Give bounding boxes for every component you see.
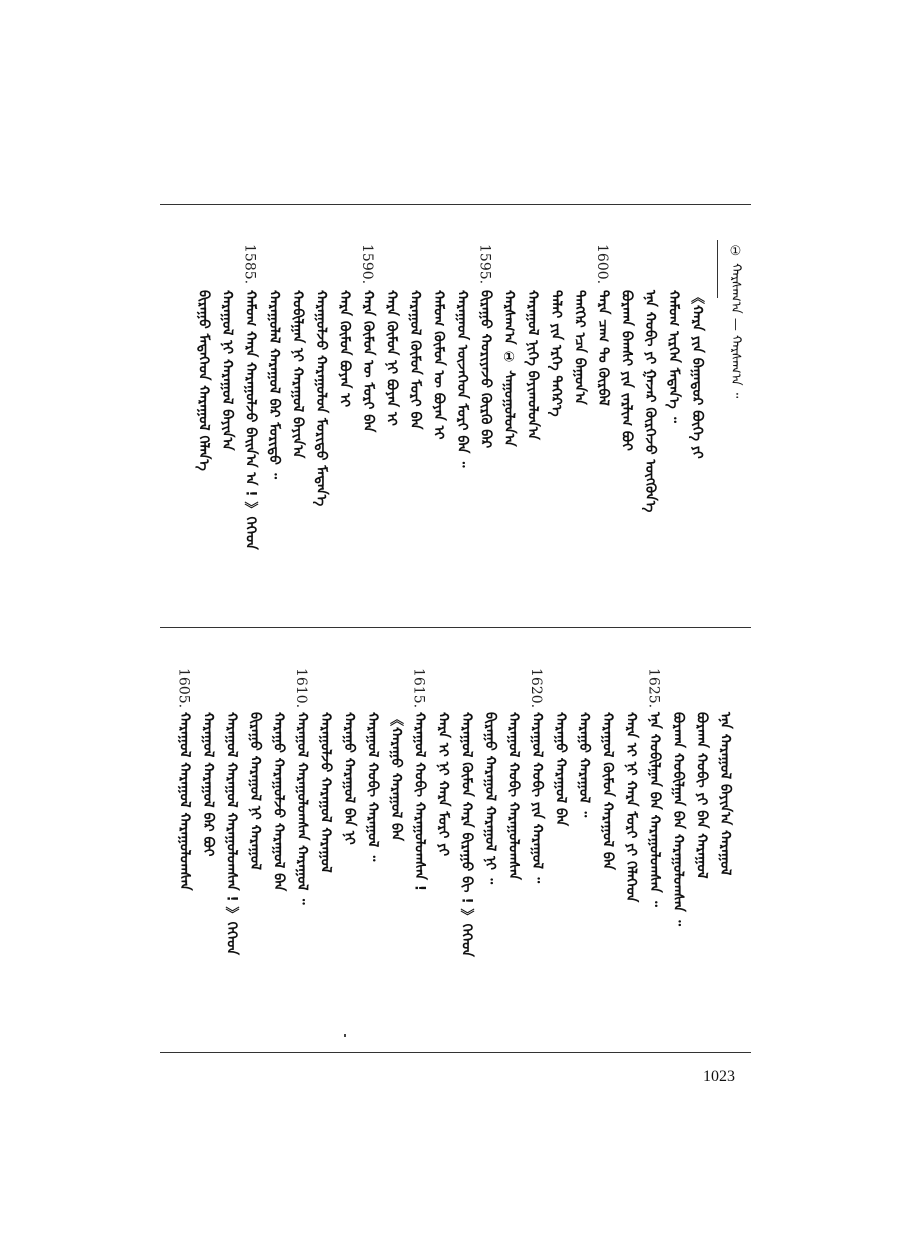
lower-verse-line: ᠬᠠᠷᠠᠭᠤ ᠬᠠᠷᠠᠭᠤᠯ ᠃	[576, 712, 592, 818]
upper-line-number: 1590.	[359, 244, 375, 285]
footnote	[724, 244, 747, 398]
footnote-separator	[717, 240, 718, 298]
lower-verse-line: 《ᠬᠠᠷᠠᠭᠤ ᠬᠠᠷᠠᠭᠤᠯ ᠪᠠᠨ	[388, 712, 404, 842]
upper-verse-line: ᠳᠠᠯᠠᠢ ᠶᠢᠨ ᠡᠷᠭᠡ ᠳᠡᠭᠡᠷ᠎ᠡ	[548, 290, 564, 417]
lower-verse-line: ᠪᠢᠷᠠᠭᠤ ᠬᠠᠷᠠᠭᠤᠯ ᠬᠠᠷᠠᠭᠤᠯ ᠨᠢ ᠃	[482, 712, 498, 885]
upper-verse-line: ᠪᠤᠷᠬᠠᠨ ᠪᠠᠭᠰᠢ ᠶᠢᠨ ᠵᠠᠷᠯᠢᠭ ᠪᠤᠢ	[618, 290, 635, 451]
lower-line-number: 1610.	[293, 668, 309, 709]
upper-verse-line: 《ᠬᠠᠷᠠ ᠶᠢᠨ ᠪᠠᠭᠠᠲᠤᠷ ᠪᠦᠭᠡ ᠶᠢ	[689, 290, 705, 459]
lower-line-number: 1620.	[528, 668, 544, 709]
lower-verse-line: ᠬᠠᠷᠠᠭᠤ ᠬᠠᠷᠠᠭᠤᠯ ᠪᠠᠨ	[552, 712, 569, 827]
upper-verse-line: ᠪᠢᠷᠠᠭᠤ ᠮᠡᠳᠡᠭᠡᠳ ᠬᠠᠷᠠᠭᠤᠯ ᠬᠡᠯᠡᠨ᠎ᠡ	[195, 290, 212, 471]
footnote-text: ᠬᠠᠷᠰᠠᠭ᠎ᠠ — ᠬᠠᠷᠰᠠᠭ᠎ᠠ ᠃	[728, 263, 743, 399]
upper-verse-line: ᠬᠠᠷᠠᠭᠤᠯ ᠨᠢ ᠬᠠᠷᠠᠭᠤᠯ ᠪᠠᠶᠢᠨ᠎ᠠ	[219, 290, 235, 451]
upper-verse-line: ᠬᠠᠷᠠ ᠬᠦᠮᠦᠨ ᠦ ᠮᠣᠷᠢ ᠪᠠᠨ	[360, 290, 376, 433]
upper-verse-line: ᠬᠠᠷᠠ ᠬᠦᠮᠦᠨ ᠪᠤᠶᠠᠨ ᠢ	[336, 290, 353, 408]
lower-verse-line: ᠬᠠᠷᠠᠭᠤᠯ ᠬᠠᠷᠠᠭᠤᠯ ᠬᠠᠷᠠᠭᠤᠯᠤᠭᠰᠠᠨ ! 》ᠬᠡᠭᠡᠳ	[223, 712, 240, 955]
upper-line-number: 1585.	[241, 244, 258, 285]
upper-verse-line: ᠬᠠᠷᠠᠭᠠᠳ ᠦᠵᠡᠭᠡᠳ ᠮᠣᠷᠢ ᠪᠠᠨ ᠃	[454, 290, 470, 468]
lower-verse-line: ᠬᠠᠷᠠᠭᠤᠯᠵᠤ ᠬᠠᠷᠠᠭᠤᠯ ᠬᠠᠷᠠᠭᠤᠯ	[317, 712, 334, 873]
upper-verse-line: ᠬᠠᠷᠠ ᠬᠦᠮᠦᠨ ᠨᠢ ᠪᠤᠶᠠᠨ ᠢ	[383, 290, 400, 426]
upper-verse-line: ᠬᠠᠷᠠᠭᠤᠯ ᠨᠢᠭᠡ ᠪᠠᠶᠢᠭ᠍ᠤᠯᠤᠨ᠎ᠠ	[524, 290, 541, 440]
upper-verse-line: ᠬᠠᠮᠤᠭ ᠬᠦᠮᠦᠨ ᠦ ᠪᠤᠶᠠᠨ ᠢ	[430, 290, 447, 440]
lower-verse-line: ᠬᠠᠷᠠᠭᠤᠯ ᠬᠤᠪᠢ ᠬᠠᠷᠠᠭᠤᠯᠤᠭᠰᠠᠨ !	[411, 712, 428, 892]
page-number: 1023	[703, 1068, 735, 1085]
upper-verse-line: ᠲᠡᠩᠭᠡᠷ ᠡᠴᠡ ᠪᠠᠭᠤᠨ᠎ᠠ	[571, 290, 588, 405]
print-speck	[344, 1034, 346, 1037]
upper-verse-line: ᠬᠠᠷᠰᠠᠭ᠎ᠠ ① ᠰᠠᠭᠤᠭᠤᠯᠤᠨ᠎ᠠ	[501, 290, 517, 447]
lower-verse-line: ᠡᠨᠡ ᠬᠠᠷᠠᠭᠤᠯ ᠪᠠᠶᠢᠨ᠎ᠠ ᠬᠠᠷᠠᠭᠤᠯ	[717, 712, 733, 876]
upper-verse-line: ᠲᠡᠷᠡ ᠴᠠᠭ ᠲᠤ ᠬᠦᠷᠪᠡᠯ	[595, 290, 611, 406]
lower-verse-line: ᠪᠤᠷᠬᠠᠨ ᠬᠤᠪᠢ ᠶᠢ ᠪᠠᠨ ᠬᠠᠷᠠᠭᠤᠯ	[693, 712, 710, 879]
lower-verse-line: ᠡᠨᠡ ᠬᠤᠪᠢᠯᠭᠠᠨ ᠪᠠᠨ ᠬᠠᠷᠠᠭᠤᠯᠤᠭᠰᠠᠨ ᠃	[646, 712, 663, 907]
lower-verse-line: ᠬᠠᠷᠠᠭᠤᠯ ᠬᠠᠷᠠᠭᠤᠯᠤᠭᠰᠠᠨ ᠬᠠᠷᠠᠭᠤᠯ ᠃	[294, 712, 310, 905]
lower-verse-line: ᠬᠠᠷᠠᠭᠤᠯ ᠬᠦᠮᠦᠨ ᠬᠠᠷᠠᠭᠤᠯ ᠪᠠᠨ	[599, 712, 616, 870]
upper-verse-line: ᠬᠠᠮᠤᠭ ᠢᠷᠭᠡᠨ ᠮᠡᠳᠡᠨ᠎ᠡ ᠃	[665, 290, 682, 423]
lower-verse-line: ᠬᠠᠷᠠᠭᠤᠯ ᠬᠠᠷᠠᠭᠤᠯ ᠪᠡᠷ ᠪᠤᠢ	[200, 712, 216, 857]
upper-verse-line: ᠪᠢᠷᠠᠭᠤ ᠬᠤᠷᠢᠶᠠᠵᠤ ᠬᠦᠷᠬᠦ ᠪᠡᠷ	[477, 290, 494, 449]
lower-verse-line: ᠬᠠᠷᠠᠭᠤᠯ ᠬᠤᠪᠢ ᠶᠢᠨ ᠬᠠᠷᠠᠭᠤᠯ ᠃	[529, 712, 545, 884]
lower-verse-line: ᠬᠠᠷᠠ ᠢ ᠨᠢ ᠬᠠᠷᠠ ᠮᠣᠷᠢ ᠶᠢ	[435, 712, 451, 857]
lower-verse-line: ᠬᠠᠷᠠᠭᠤᠯ ᠬᠤᠪᠢ ᠬᠠᠷᠠᠭᠤᠯ ᠃	[364, 712, 381, 862]
upper-verse-line: ᠬᠠᠮᠤᠭ ᠬᠠᠷᠠ ᠬᠠᠷᠠᠭᠤᠯᠵᠤ ᠪᠠᠢᠨ᠎ᠠ ᠠ ! 》ᠬᠡᠭᠡᠳ	[242, 290, 259, 550]
lower-verse-line: ᠬᠠᠷᠠᠭᠤ ᠬᠠᠷᠠᠭᠤᠯ ᠪᠠᠨ ᠨᠢ	[341, 712, 357, 845]
middle-rule	[160, 627, 751, 628]
top-rule	[160, 204, 751, 205]
upper-verse-line: ᠬᠠᠷᠠᠭᠤᠯᠠᠯ ᠬᠠᠷᠠᠭᠤᠯ ᠪᠡᠷ ᠮᠣᠷᠢᠳᠤ ᠃	[266, 290, 282, 479]
upper-verse-line: ᠡᠨᠡ ᠬᠤᠪᠢ ᠶᠢ ᠭᠠᠵᠠᠷ ᠬᠦᠷᠭᠡᠵᠦ ᠥᠭᠭᠦᠨ᠎ᠡ	[642, 290, 658, 513]
upper-verse-line: ᠬᠠᠷᠠᠭᠤᠯ ᠬᠦᠮᠦᠨ ᠮᠣᠷᠢ ᠪᠠᠨ	[407, 290, 423, 430]
upper-line-number: 1600.	[594, 244, 610, 285]
lower-verse-line: ᠬᠠᠷᠠᠭᠤᠯ ᠬᠦᠮᠦᠨ ᠬᠠᠷᠠ ᠪᠢᠷᠠᠭᠤ ᠪᠢ ! 》ᠬᠡᠭᠡᠳ	[458, 712, 475, 957]
upper-verse-line: ᠬᠤᠪᠢᠯᠭᠠᠨ ᠨᠢ ᠬᠠᠷᠠᠭᠤᠯ ᠪᠠᠶᠢᠨ᠎ᠠ	[289, 290, 306, 459]
lower-line-number: 1615.	[410, 668, 427, 709]
lower-line-number: 1625.	[645, 668, 662, 709]
footnote-marker: ①	[728, 244, 743, 259]
lower-verse-line: ᠬᠠᠷᠠᠭᠤᠯ ᠬᠠᠷᠠᠭᠤᠯ ᠬᠠᠷᠠᠭᠤᠯᠤᠭᠰᠠᠨ	[176, 712, 193, 891]
lower-verse-line: ᠪᠢᠷᠠᠭᠤ ᠬᠠᠷᠠᠭᠤᠯ ᠨᠢ ᠬᠠᠷᠠᠭᠤᠯ	[247, 712, 263, 870]
lower-line-number: 1605.	[175, 668, 192, 709]
lower-verse-line: ᠬᠠᠷᠠᠭᠤ ᠬᠠᠷᠠᠭᠤᠯᠵᠤ ᠬᠠᠷᠠᠭᠤᠯ ᠪᠠᠨ	[270, 712, 287, 892]
lower-verse-line: ᠬᠠᠷᠠᠭᠤᠯ ᠬᠤᠪᠢ ᠬᠠᠷᠠᠭᠤᠯᠤᠭᠰᠠᠨ	[505, 712, 522, 880]
lower-verse-line: ᠪᠤᠷᠬᠠᠨ ᠬᠤᠪᠢᠯᠭᠠᠨ ᠪᠠᠨ ᠬᠠᠷᠠᠭᠤᠯᠤᠭᠰᠠᠨ ᠃	[670, 712, 686, 926]
bottom-rule	[160, 1052, 751, 1053]
upper-line-number: 1595.	[476, 244, 493, 285]
lower-verse-line: ᠬᠠᠷᠠ ᠢ ᠨᠢ ᠬᠠᠷᠠ ᠮᠣᠷᠢ ᠶᠢ ᠬᠡᠯᠡᠭᠡᠳ	[623, 712, 639, 903]
upper-verse-line: ᠬᠠᠷᠠᠭᠤᠯᠵᠤ ᠬᠠᠷᠠᠭᠤᠯᠤᠨ ᠮᠣᠷᠢᠳᠤ ᠮᠡᠳᠡᠨ᠎ᠡ	[313, 290, 329, 507]
